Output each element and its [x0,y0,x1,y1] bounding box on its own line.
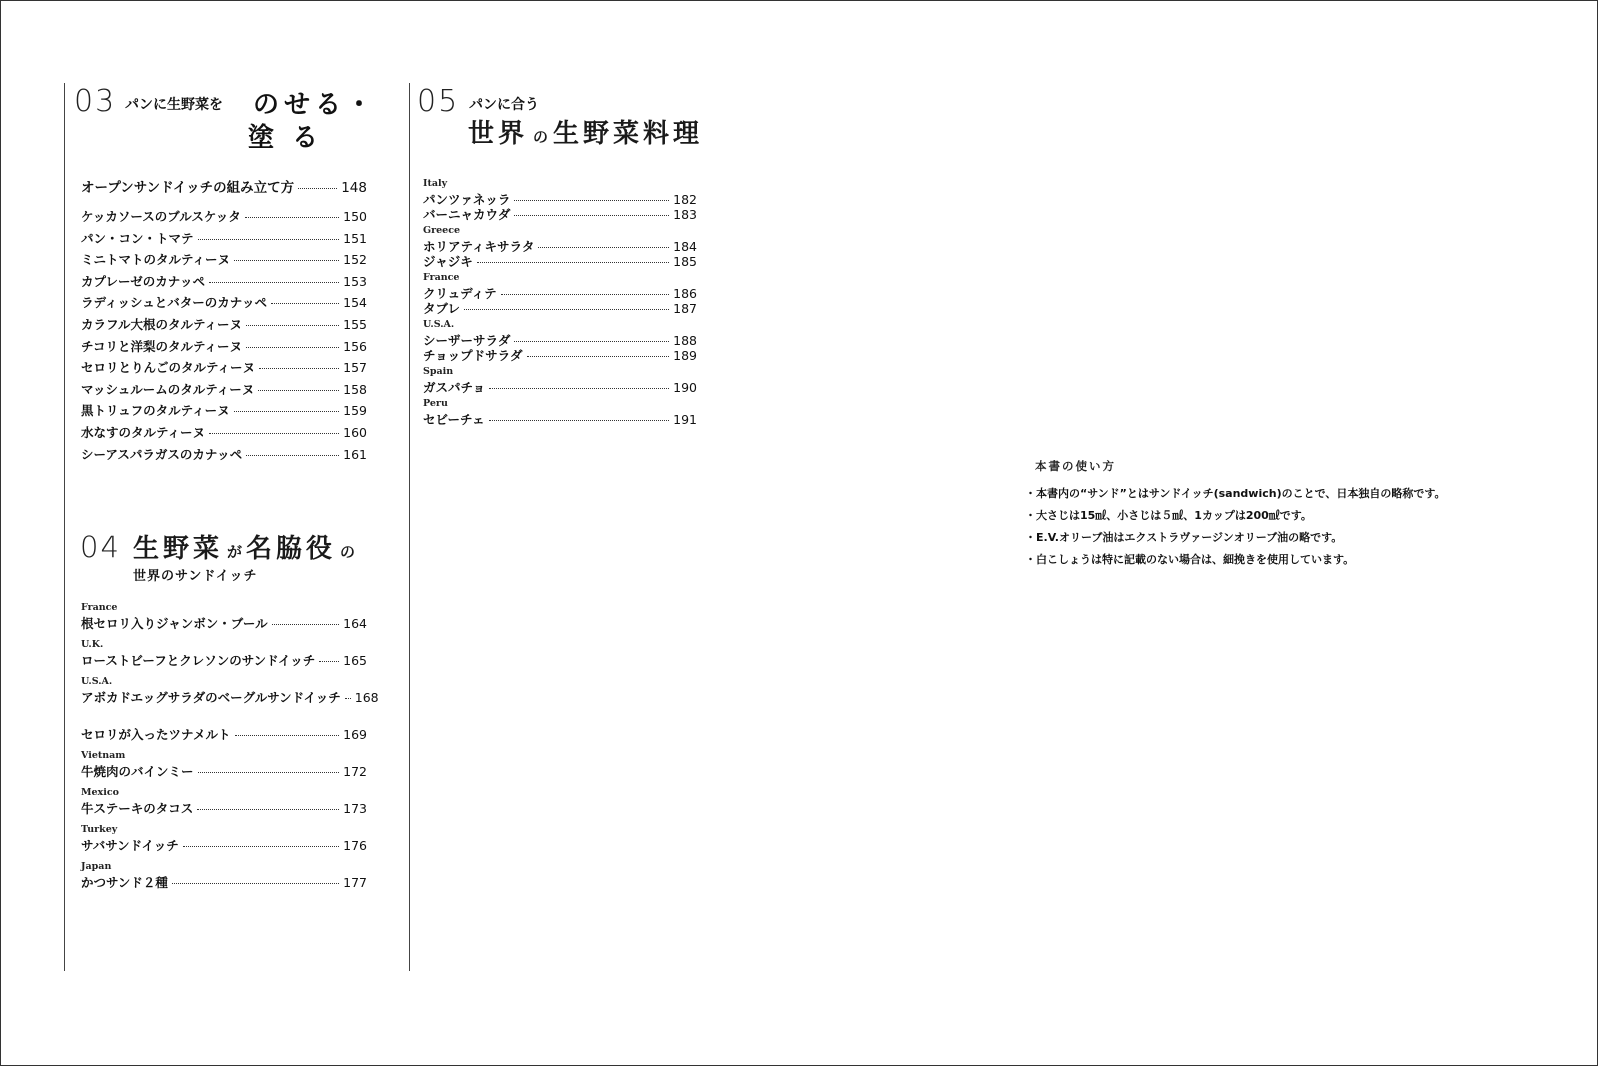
toc-title: カプレーゼのカナッペ [81,273,206,289]
toc-row[interactable] [81,207,367,223]
toc-title: 牛ステーキのタコス [81,801,194,816]
toc-page: 189 [673,348,697,363]
country-label: Vietnam [81,750,126,761]
section-03-number: 03 [74,84,117,119]
toc-title: チコリと洋梨のタルティーヌ [81,338,243,354]
toc-title: クリュディテ [423,286,497,301]
toc-title: セロリが入ったツナメルト [81,727,231,742]
toc-row[interactable] [81,423,367,439]
toc-title: カラフル大根のタルティーヌ [81,316,243,332]
toc-row[interactable] [81,873,367,889]
toc-title: シーザーサラダ [423,333,511,348]
toc-page: 153 [343,273,367,289]
toc-row[interactable] [423,378,697,394]
usage-note: ・白こしょうは特に記載のない場合は、細挽きを使用しています。 [1025,553,1355,566]
country-label: Turkey [81,824,118,835]
section-05-title-big-b: 生野菜料理 [553,119,704,149]
toc-row[interactable] [81,401,367,417]
leader-dots [272,624,340,625]
section-05-title-small: パンに合う [469,97,539,113]
toc-title: ジャジキ [423,254,473,269]
toc-row[interactable] [81,651,367,667]
toc-page: 168 [354,690,379,705]
section-04-number: 04 [80,530,121,564]
toc-row[interactable] [423,252,697,268]
section-05-title [468,113,703,150]
country-label: France [81,602,118,613]
section-03-title-small: パンに生野菜を [125,97,223,113]
toc-title: シーアスパラガスのカナッペ [81,446,243,462]
leader-dots [501,294,670,295]
toc-row[interactable] [81,315,367,331]
leader-dots [209,433,339,434]
section-05-title-big-a: 世界 [468,119,529,149]
leader-dots [172,883,339,884]
country-label: Spain [423,366,454,377]
toc-page: 148 [341,180,367,196]
leader-dots [209,282,339,283]
toc-page: 152 [343,252,367,268]
leader-dots [198,239,340,240]
toc-page: 182 [673,192,697,207]
toc-page: 151 [343,230,367,246]
toc-page: 177 [343,875,367,890]
toc-row[interactable] [81,380,367,396]
toc-title: ガスパチョ [423,380,486,395]
leader-dots [464,309,669,310]
leader-dots [259,368,339,369]
toc-row[interactable] [81,614,367,630]
toc-title: ローストビーフとクレソンのサンドイッチ [81,653,316,668]
country-label: Greece [423,225,461,236]
toc-row[interactable] [81,799,367,815]
toc-title: ホリアティキサラタ [423,239,535,254]
usage-note: ・本書内の“サンド”とはサンドイッチ(sandwich)のことで、日本独自の略称です。 [1025,487,1446,500]
toc-row[interactable] [423,410,697,426]
section-05-number: 05 [417,84,460,119]
toc-title: ミニトマトのタルティーヌ [81,252,231,268]
leader-dots [298,188,337,189]
toc-row[interactable] [81,688,379,705]
toc-page: 150 [343,209,367,224]
leader-dots [234,260,339,261]
leader-dots [245,217,339,218]
country-label: Japan [81,861,112,872]
leader-dots [183,846,339,847]
toc-title: パン・コン・トマテ [81,230,194,246]
toc-page: 160 [343,424,367,440]
leader-dots [514,215,669,216]
column-rule-middle [409,83,410,971]
usage-note: ・大さじは15㎖、小さじは５㎖、1カップは200㎖です。 [1025,509,1312,522]
toc-page: 176 [343,838,367,853]
toc-page: 164 [343,616,367,631]
section-04-title [133,528,355,565]
section-04-title-big-a: 生野菜 [133,534,224,564]
toc-title: 牛焼肉のバインミー [81,764,194,779]
leader-dots [246,455,339,456]
leader-dots [246,325,339,326]
toc-title: オープンサンドイッチの組み立て方 [81,180,295,196]
country-label: Italy [423,178,448,189]
leader-dots [477,262,669,263]
leader-dots [319,661,339,662]
toc-row[interactable] [81,272,367,288]
country-label: Mexico [81,787,119,798]
toc-row[interactable] [423,237,697,253]
toc-row[interactable] [81,293,367,309]
toc-row[interactable] [81,762,367,778]
toc-title: 水なすのタルティーヌ [81,424,206,440]
leader-dots [489,420,670,421]
toc-title: サバサンドイッチ [81,838,179,853]
toc-page: 190 [673,380,697,395]
leader-dots [258,390,339,391]
toc-row[interactable] [81,836,367,852]
usage-notes-title: 本書の使い方 [1035,459,1116,473]
leader-dots [197,809,339,810]
country-label: France [423,272,460,283]
toc-row[interactable] [423,346,697,362]
toc-page: 186 [673,286,697,301]
toc-page: 158 [343,381,367,397]
toc-row[interactable] [81,358,367,374]
toc-row[interactable] [81,250,367,266]
section-04-list [81,601,379,890]
toc-row[interactable] [81,445,367,461]
toc-title: ラディッシュとバターのカナッペ [81,295,268,311]
section-03-list [81,207,367,466]
toc-page: 188 [673,333,697,348]
section-05-title-small-a: の [533,128,549,146]
toc-title: 黒トリュフのタルティーヌ [81,403,230,419]
toc-page: 187 [673,301,697,316]
leader-dots [514,341,669,342]
leader-dots [514,200,669,201]
toc-page: 183 [673,207,697,222]
toc-page: 172 [343,764,367,779]
usage-notes [1025,458,1446,571]
section-05-list [423,177,697,425]
country-label: U.K. [81,639,104,650]
toc-title: ケッカソースのブルスケッタ [81,209,241,224]
toc-title: セビーチェ [423,412,485,427]
section-04-title-small-b: の [340,543,356,561]
toc-title: かつサンド２種 [81,875,168,890]
toc-page: 155 [343,316,367,332]
section-03-title-big-1: のせる・ [253,90,378,120]
toc-title: セロリとりんごのタルティーヌ [81,360,256,376]
toc-row[interactable] [81,176,367,196]
toc-title: アボカドエッグサラダのベーグルサンドイッチ [81,690,341,705]
toc-page: 185 [673,254,697,269]
section-04-subtitle: 世界のサンドイッチ [133,569,258,584]
toc-title: 根セロリ入りジャンボン・ブール [81,616,268,631]
column-rule-left [64,83,65,971]
toc-page: 165 [343,653,367,668]
toc-page: 191 [673,412,697,427]
toc-title: マッシュルームのタルティーヌ [81,381,255,397]
toc-title: バーニャカウダ [423,207,511,222]
toc-row[interactable] [423,331,697,347]
toc-row[interactable] [81,229,367,245]
country-label: Peru [423,398,448,409]
country-label: U.S.A. [81,676,113,687]
usage-note: ・E.V.オリーブ油はエクストラヴァージンオリーブ油の略です。 [1025,531,1343,544]
toc-row[interactable] [81,725,367,741]
toc-title: チョップドサラダ [423,348,523,363]
section-04-title-big-b: 名脇役 [246,534,337,564]
toc-page: 173 [343,801,367,816]
leader-dots [538,247,669,248]
leader-dots [489,388,669,389]
section-03-lead [81,176,367,196]
country-label: U.S.A. [423,319,455,330]
toc-page: 169 [343,727,367,742]
toc-row[interactable] [423,190,697,206]
toc-row[interactable] [81,337,367,353]
leader-dots [198,772,340,773]
leader-dots [345,698,351,699]
toc-row[interactable] [423,205,697,221]
leader-dots [246,347,339,348]
section-04-title-small-a: が [227,543,243,561]
toc-page: 157 [343,360,367,376]
section-03-title-big-2: 塗る [248,123,337,153]
toc-title: タブレ [423,301,461,316]
toc-page: 156 [343,338,367,354]
toc-page: 159 [343,403,367,419]
toc-page: 154 [343,295,367,311]
leader-dots [234,411,340,412]
leader-dots [235,735,340,736]
toc-page: 161 [343,446,367,462]
leader-dots [527,356,670,357]
toc-title: パンツァネッラ [423,192,511,207]
leader-dots [271,303,339,304]
toc-page: 184 [673,239,697,254]
toc-row[interactable] [423,284,697,300]
